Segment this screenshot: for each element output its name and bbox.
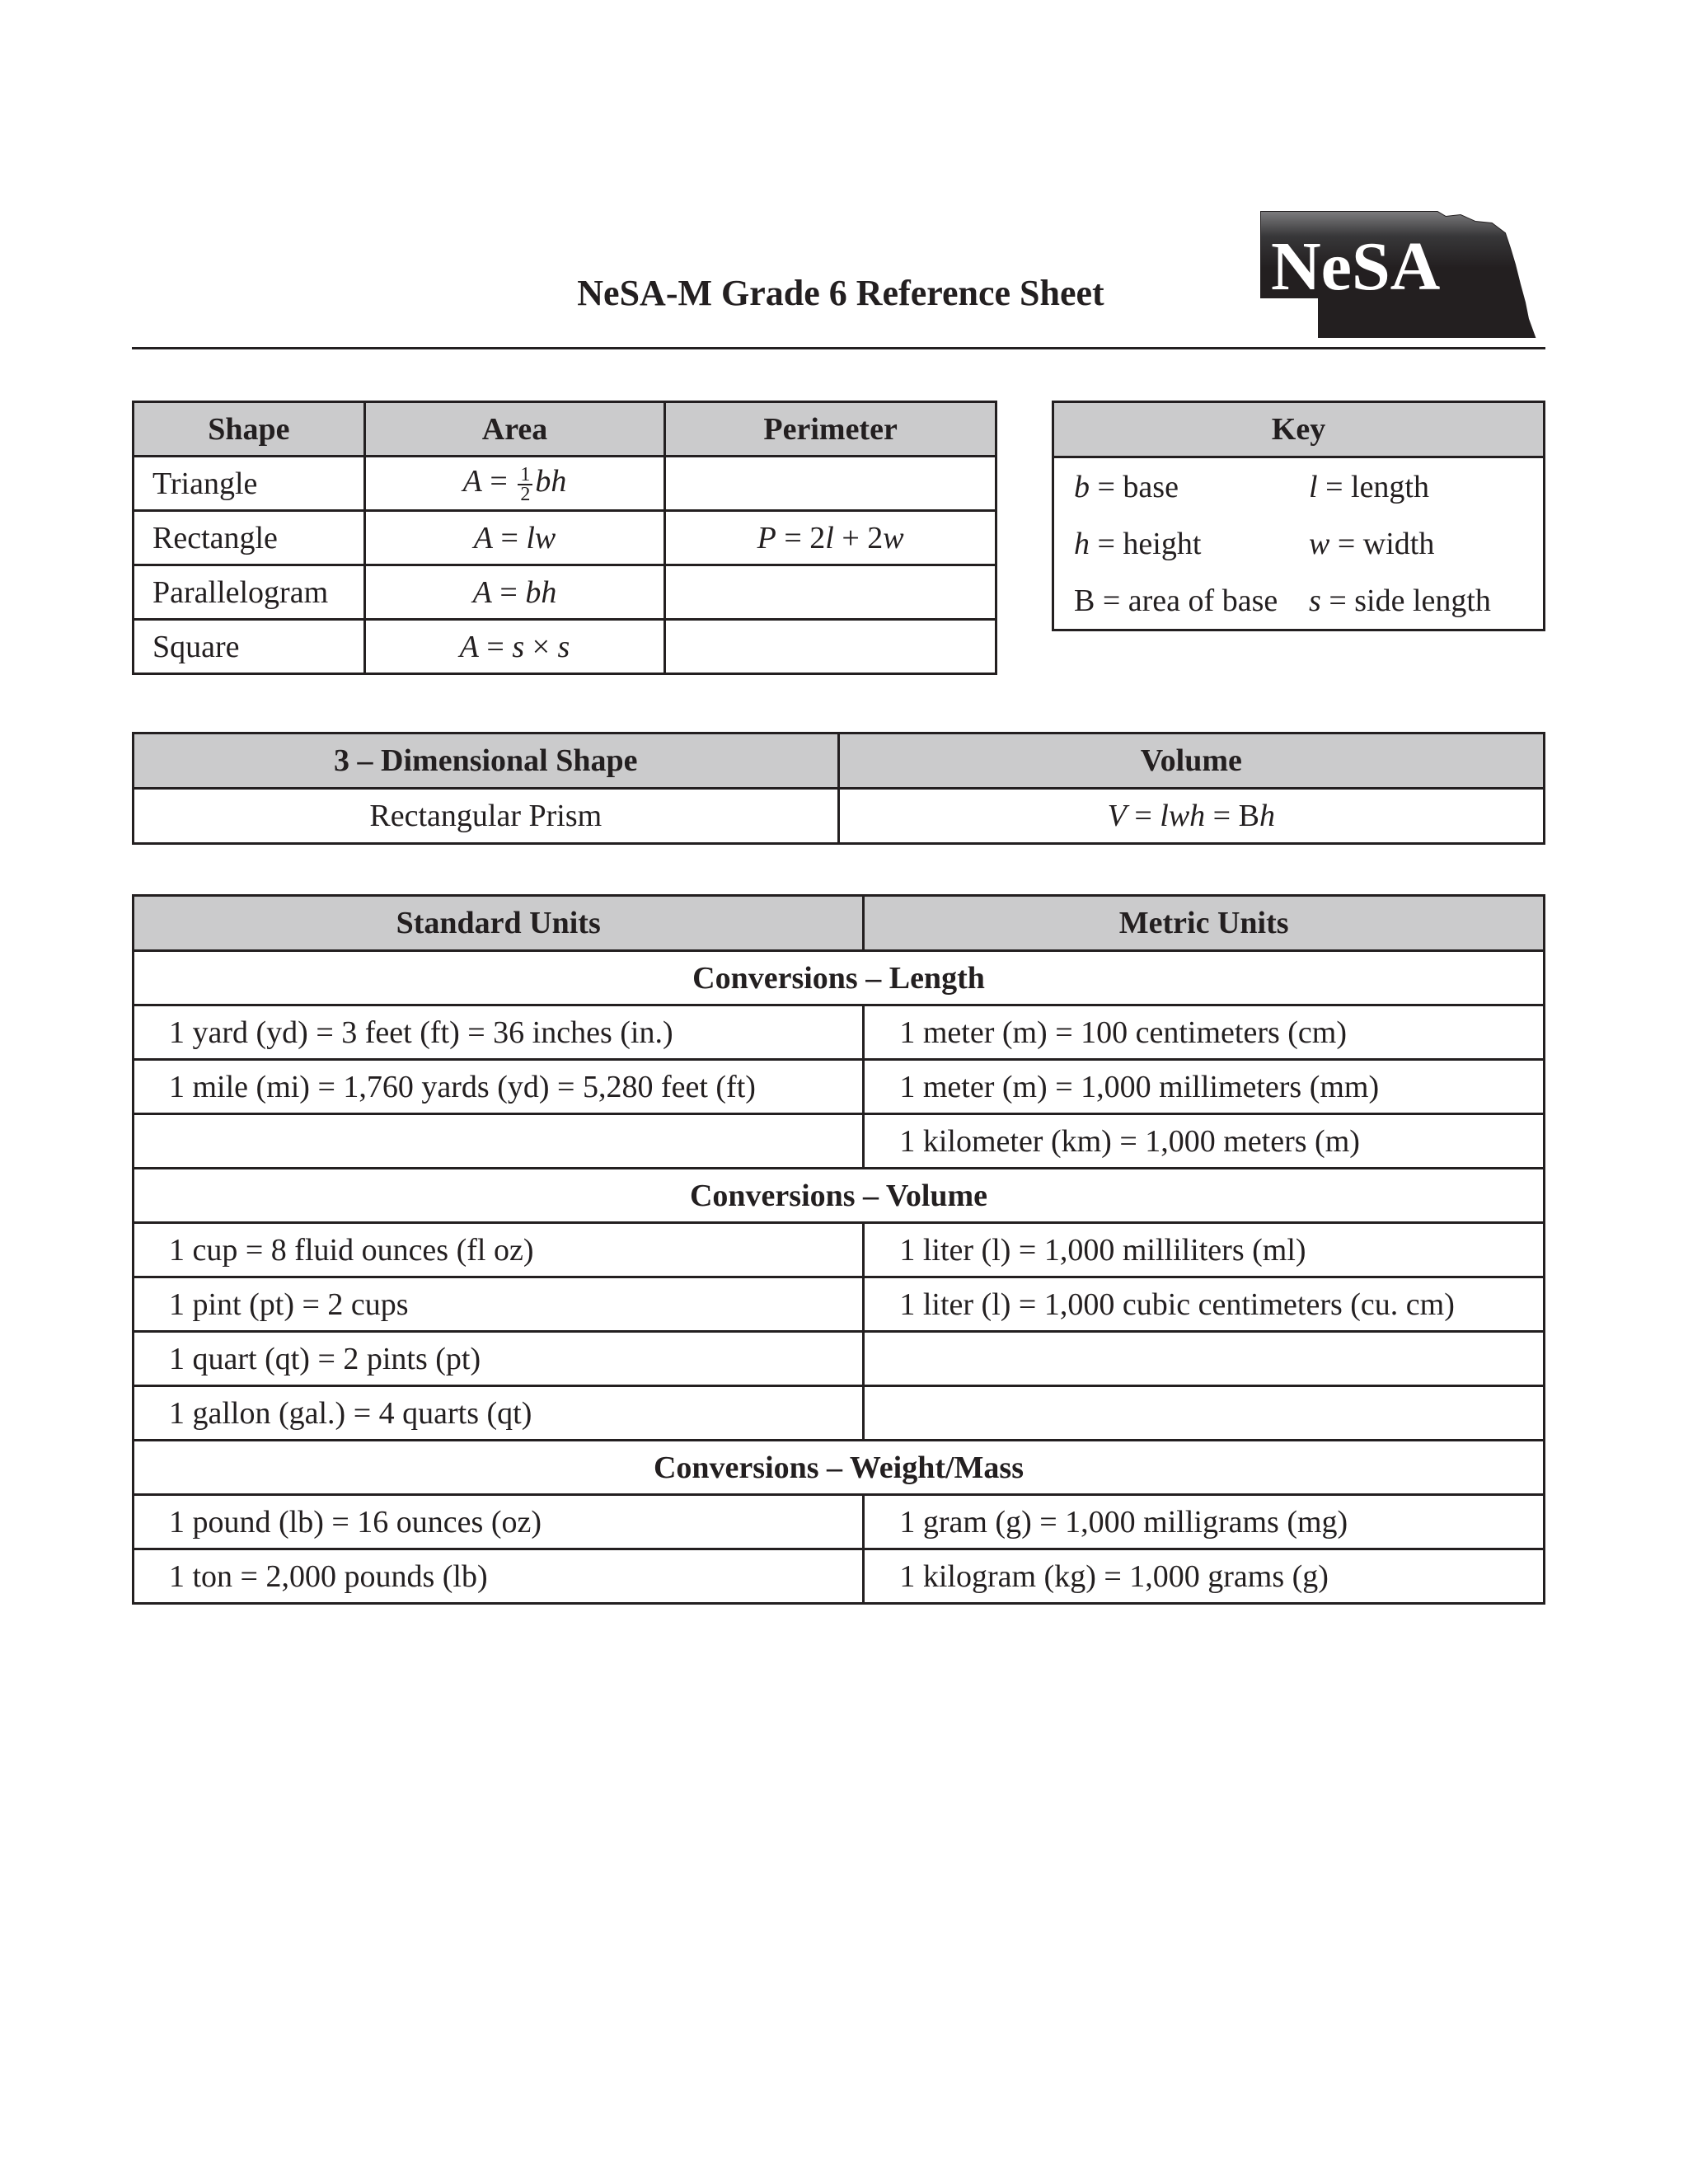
- standard-conversion: 1 pint (pt) = 2 cups: [134, 1277, 864, 1332]
- standard-conversion: [134, 1114, 864, 1169]
- table-row: [134, 1332, 1545, 1386]
- perimeter-header: Perimeter: [665, 402, 996, 457]
- area-formula: A = s × s: [364, 620, 664, 674]
- table-row: [134, 511, 996, 565]
- conversions-table: [132, 894, 1545, 1605]
- volume-table: [132, 732, 1545, 845]
- table-row: [134, 1114, 1545, 1169]
- table-row: [134, 1223, 1545, 1277]
- metric-conversion: 1 liter (l) = 1,000 cubic centimeters (cu. cm): [864, 1277, 1545, 1332]
- perimeter-formula: [665, 620, 996, 674]
- standard-conversion: 1 cup = 8 fluid ounces (fl oz): [134, 1223, 864, 1277]
- key-item: b = base: [1053, 457, 1305, 516]
- section-title: Conversions – Weight/Mass: [134, 1441, 1545, 1495]
- fraction-half: $\frac{1}{2}$: [518, 466, 532, 504]
- metric-conversion: 1 kilometer (km) = 1,000 meters (m): [864, 1114, 1545, 1169]
- standard-conversion: 1 mile (mi) = 1,760 yards (yd) = 5,280 feet (ft): [134, 1060, 864, 1114]
- logo-text: NeSA: [1271, 228, 1441, 305]
- table-row: [134, 565, 996, 620]
- perimeter-formula: [665, 457, 996, 511]
- metric-conversion: 1 gram (g) = 1,000 milligrams (mg): [864, 1495, 1545, 1549]
- area-formula: A = $\frac{1}{2}$ bh: [364, 457, 664, 511]
- metric-conversion: 1 kilogram (kg) = 1,000 grams (g): [864, 1549, 1545, 1604]
- perimeter-formula: [665, 565, 996, 620]
- metric-conversion: 1 meter (m) = 1,000 millimeters (mm): [864, 1060, 1545, 1114]
- section-title: Conversions – Length: [134, 951, 1545, 1005]
- standard-conversion: 1 gallon (gal.) = 4 quarts (qt): [134, 1386, 864, 1441]
- shape-header: Shape: [134, 402, 365, 457]
- metric-conversion: [864, 1332, 1545, 1386]
- key-header: Key: [1053, 402, 1545, 457]
- shape-name: Parallelogram: [134, 565, 365, 620]
- section-title: Conversions – Volume: [134, 1169, 1545, 1223]
- standard-conversion: 1 quart (qt) = 2 pints (pt): [134, 1332, 864, 1386]
- table-row: [134, 1549, 1545, 1604]
- volume-header: Volume: [838, 733, 1544, 789]
- key-table: [1052, 401, 1545, 631]
- standard-units-header: Standard Units: [134, 896, 864, 951]
- table-row: [134, 1060, 1545, 1114]
- standard-conversion: 1 yard (yd) = 3 feet (ft) = 36 inches (in.): [134, 1005, 864, 1060]
- area-formula: A = lw: [364, 511, 664, 565]
- shape-area-perimeter-table: [132, 401, 997, 675]
- table-row: [134, 1005, 1545, 1060]
- shape-name: Rectangular Prism: [134, 789, 839, 844]
- table-row: [134, 1386, 1545, 1441]
- key-item: l = length: [1304, 457, 1544, 516]
- shape-name: Triangle: [134, 457, 365, 511]
- key-item: h = height: [1053, 515, 1305, 572]
- shape-name: Rectangle: [134, 511, 365, 565]
- table-row: [134, 457, 996, 511]
- key-item: s = side length: [1304, 572, 1544, 630]
- header-rule: [132, 347, 1545, 349]
- metric-conversion: 1 liter (l) = 1,000 milliliters (ml): [864, 1223, 1545, 1277]
- table-row: [134, 620, 996, 674]
- shape-name: Square: [134, 620, 365, 674]
- area-formula: A = bh: [364, 565, 664, 620]
- key-item: B = area of base: [1053, 572, 1305, 630]
- metric-units-header: Metric Units: [864, 896, 1545, 951]
- metric-conversion: [864, 1386, 1545, 1441]
- perimeter-formula: P = 2l + 2w: [665, 511, 996, 565]
- key-item: w = width: [1304, 515, 1544, 572]
- nesa-logo: [1259, 210, 1536, 340]
- dimensional-shape-header: 3 – Dimensional Shape: [134, 733, 839, 789]
- standard-conversion: 1 pound (lb) = 16 ounces (oz): [134, 1495, 864, 1549]
- table-row: [134, 1495, 1545, 1549]
- standard-conversion: 1 ton = 2,000 pounds (lb): [134, 1549, 864, 1604]
- metric-conversion: 1 meter (m) = 100 centimeters (cm): [864, 1005, 1545, 1060]
- area-header: Area: [364, 402, 664, 457]
- volume-formula: V = lwh = Bh: [838, 789, 1544, 844]
- page-title: NeSA-M Grade 6 Reference Sheet: [577, 273, 1104, 313]
- table-row: [134, 1277, 1545, 1332]
